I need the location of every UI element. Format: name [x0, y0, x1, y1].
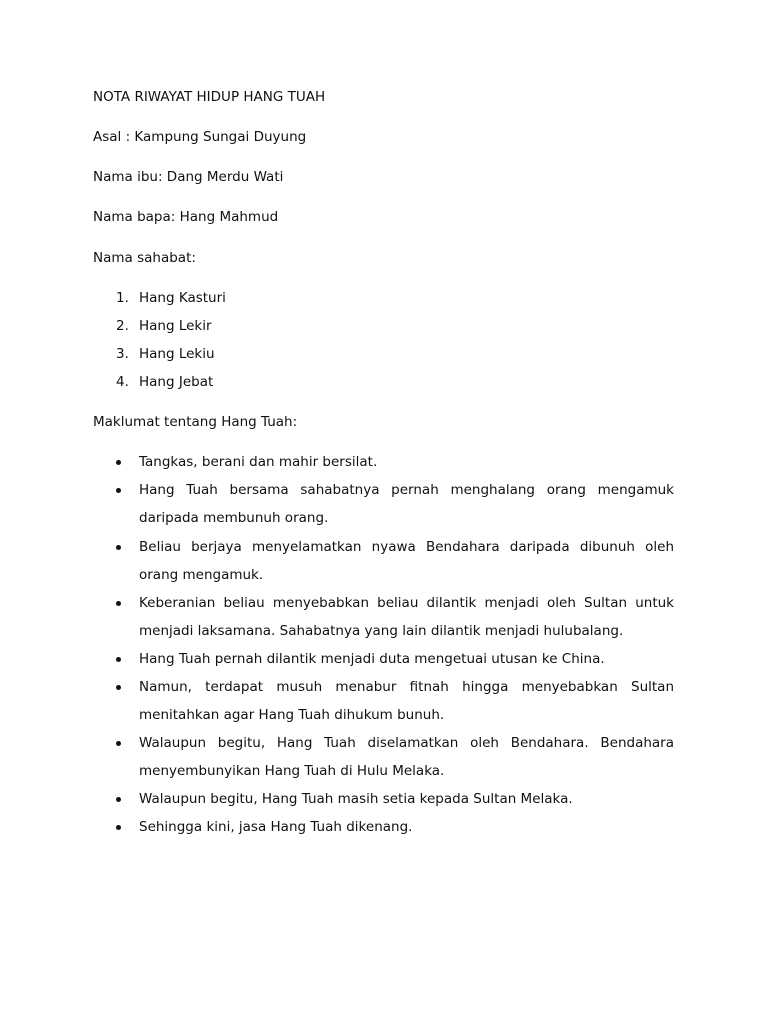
sahabat-name: Hang Jebat — [139, 374, 214, 390]
maklumat-text: Beliau berjaya menyelamatkan nyawa Bendahara daripada dibunuh oleh orang mengamuk. — [139, 539, 674, 583]
maklumat-text: Walaupun begitu, Hang Tuah masih setia kepada Sultan Melaka. — [139, 791, 573, 807]
bullet-icon — [116, 545, 121, 550]
maklumat-text: Keberanian beliau menyebabkan beliau dilantik menjadi oleh Sultan untuk menjadi laksamana. Sahabatnya yang lain dilantik menjadi hulubalang. — [139, 595, 674, 639]
maklumat-text: Namun, terdapat musuh menabur fitnah hingga menyebabkan Sultan menitahkan agar Hang Tuah dihukum bunuh. — [139, 679, 674, 723]
sahabat-list-item — [116, 289, 226, 307]
maklumat-text: Walaupun begitu, Hang Tuah diselamatkan oleh Bendahara. Bendahara menyembunyikan Hang Tuah di Hulu Melaka. — [139, 735, 674, 779]
sahabat-name: Hang Lekir — [139, 318, 212, 334]
nama-bapa-line: Nama bapa: Hang Mahmud — [93, 209, 279, 225]
list-number: 2. — [116, 318, 129, 334]
maklumat-heading: Maklumat tentang Hang Tuah: — [93, 414, 298, 430]
maklumat-list-item — [116, 481, 674, 532]
list-number: 3. — [116, 346, 129, 362]
maklumat-list-item — [116, 790, 674, 813]
list-number: 1. — [116, 290, 129, 306]
bullet-icon — [116, 460, 121, 465]
sahabat-list-item — [116, 345, 215, 363]
sahabat-name: Hang Lekiu — [139, 346, 215, 362]
list-number: 4. — [116, 374, 129, 390]
maklumat-list-item — [116, 678, 674, 729]
sahabat-name: Hang Kasturi — [139, 290, 226, 306]
asal-line: Asal : Kampung Sungai Duyung — [93, 129, 307, 145]
maklumat-text: Sehingga kini, jasa Hang Tuah dikenang. — [139, 819, 413, 835]
document-title: NOTA RIWAYAT HIDUP HANG TUAH — [93, 89, 326, 105]
maklumat-list-item — [116, 594, 674, 645]
bullet-icon — [116, 825, 121, 830]
bullet-icon — [116, 488, 121, 493]
maklumat-list-item — [116, 734, 674, 785]
maklumat-list-item — [116, 818, 674, 841]
sahabat-list-item — [116, 317, 212, 335]
bullet-icon — [116, 601, 121, 606]
maklumat-list-item — [116, 453, 674, 476]
sahabat-heading: Nama sahabat: — [93, 250, 196, 266]
nama-ibu-line: Nama ibu: Dang Merdu Wati — [93, 169, 284, 185]
bullet-icon — [116, 657, 121, 662]
sahabat-list-item — [116, 373, 213, 391]
bullet-icon — [116, 797, 121, 802]
maklumat-text: Hang Tuah pernah dilantik menjadi duta mengetuai utusan ke China. — [139, 651, 605, 667]
maklumat-list-item — [116, 650, 674, 673]
bullet-icon — [116, 741, 121, 746]
maklumat-text: Hang Tuah bersama sahabatnya pernah menghalang orang mengamuk daripada membunuh orang. — [139, 482, 674, 526]
maklumat-list-item — [116, 538, 674, 589]
maklumat-text: Tangkas, berani dan mahir bersilat. — [139, 454, 378, 470]
bullet-icon — [116, 685, 121, 690]
